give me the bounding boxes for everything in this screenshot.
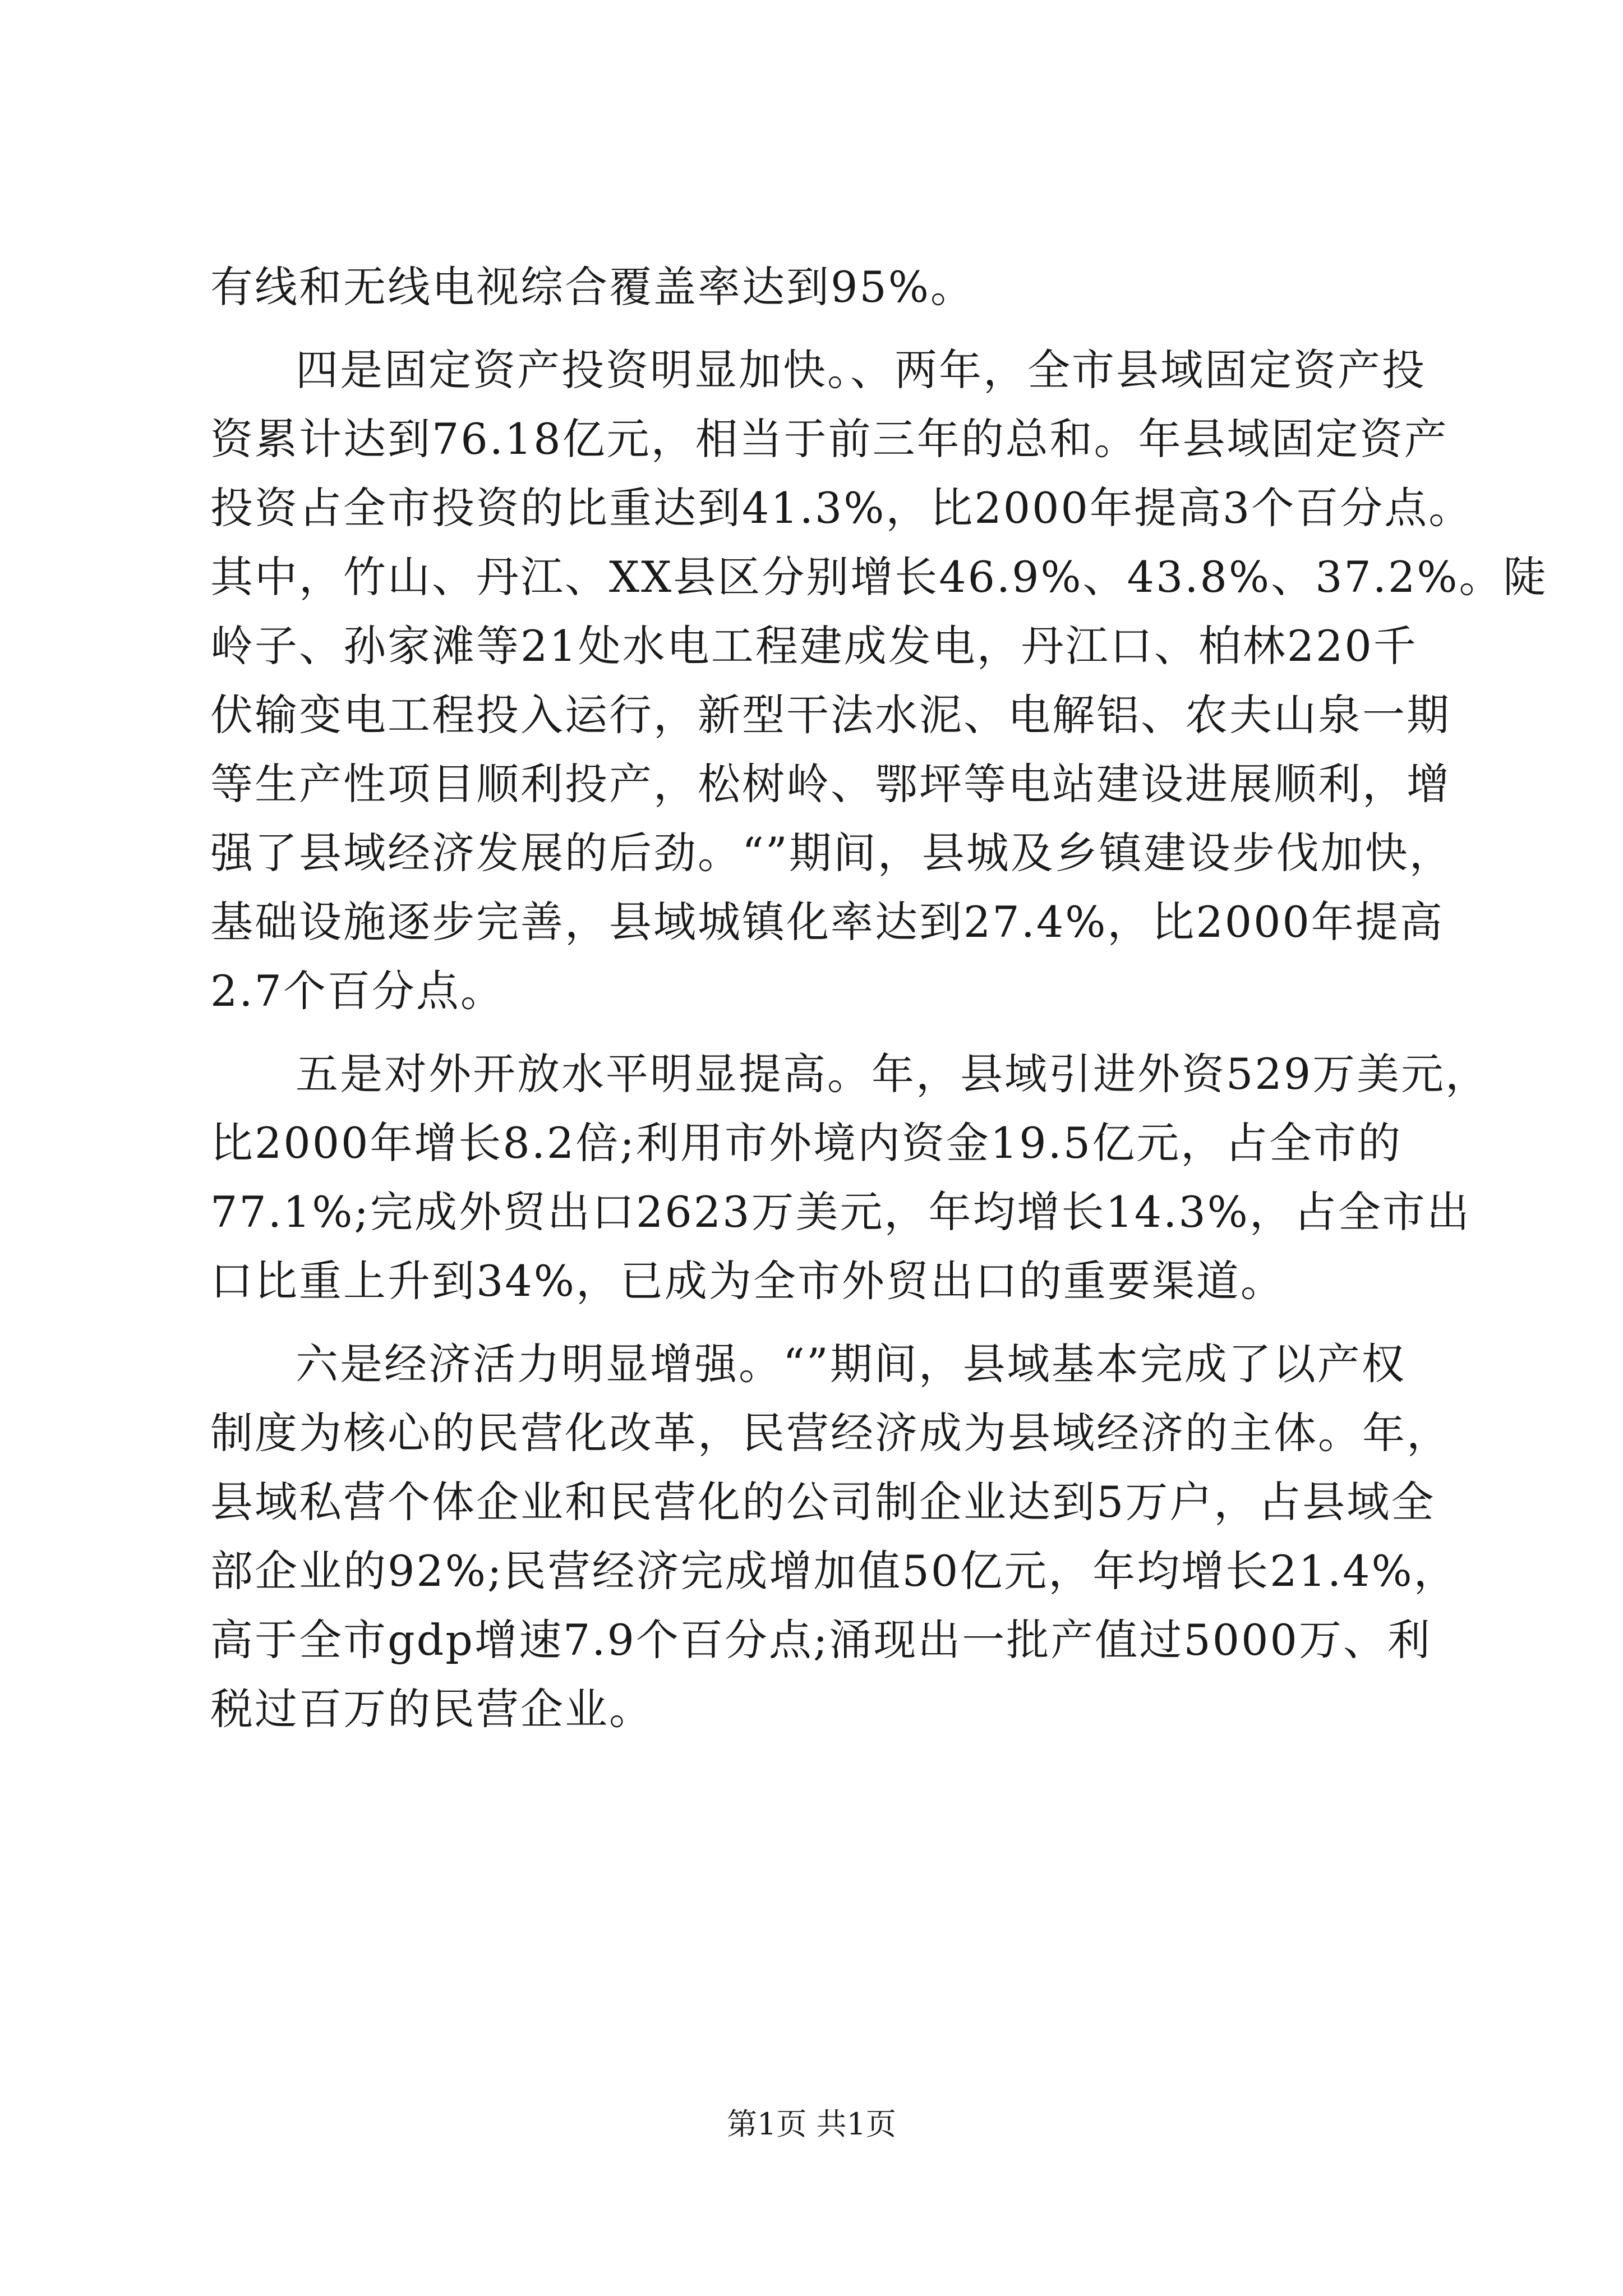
paragraph-3-line-4: 口比重上升到34%，已成为全市外贸出口的重要渠道。 [210, 1256, 1285, 1306]
paragraph-2-line-2: 资累计达到76.18亿元，相当于前三年的总和。年县域固定资产 [210, 414, 1449, 464]
paragraph-3-line-3: 77.1%;完成外贸出口2623万美元，年均增长14.3%，占全市出 [210, 1187, 1471, 1237]
paragraph-2-line-6: 伏输变电工程投入运行，新型干法水泥、电解铝、农夫山泉一期 [210, 690, 1451, 740]
paragraph-4-line-3: 县域私营个体企业和民营化的公司制企业达到5万户，占县域全 [210, 1477, 1436, 1527]
paragraph-2-line-8: 强了县域经济发展的后劲。“”期间，县城及乡镇建设步伐加快， [210, 828, 1454, 878]
paragraph-2-line-10: 2.7个百分点。 [210, 966, 505, 1016]
paragraph-2-line-3: 投资占全市投资的比重达到41.3%，比2000年提高3个百分点。 [210, 483, 1473, 533]
paragraph-2-line-1: 四是固定资产投资明显加快。、两年，全市县域固定资产投 [296, 345, 1426, 395]
paragraph-2-line-7: 等生产性项目顺利投产，松树岭、鄂坪等电站建设进展顺利，增 [210, 759, 1451, 809]
paragraph-4-line-6: 税过百万的民营企业。 [210, 1684, 653, 1734]
paragraph-4-line-1: 六是经济活力明显增强。“”期间，县域基本完成了以产权 [296, 1339, 1406, 1389]
page-footer: 第1页 共1页 [727, 2106, 896, 2142]
paragraph-4-line-5: 高于全市gdp增速7.9个百分点;涌现出一批产值过5000万、利 [210, 1615, 1432, 1665]
paragraph-4-line-2: 制度为核心的民营化改革，民营经济成为县域经济的主体。年， [210, 1408, 1451, 1458]
paragraph-3-line-2: 比2000年增长8.2倍;利用市外境内资金19.5亿元，占全市的 [210, 1118, 1403, 1168]
document-body [210, 252, 1548, 1743]
paragraph-2-line-5: 岭子、孙家滩等21处水电工程建成发电，丹江口、柏林220千 [210, 621, 1418, 671]
paragraph-2-line-9: 基础设施逐步完善，县域城镇化率达到27.4%，比2000年提高 [210, 897, 1444, 947]
paragraph-3-line-1: 五是对外开放水平明显提高。年，县域引进外资529万美元， [296, 1049, 1490, 1099]
paragraph-1-line-1: 有线和无线电视综合覆盖率达到95%。 [210, 262, 975, 312]
paragraph-2-line-4: 其中，竹山、丹江、XX县区分别增长46.9%、43.8%、37.2%。陡 [210, 552, 1548, 602]
paragraph-4-line-4: 部企业的92%;民营经济完成增加值50亿元，年均增长21.4%， [210, 1546, 1458, 1596]
